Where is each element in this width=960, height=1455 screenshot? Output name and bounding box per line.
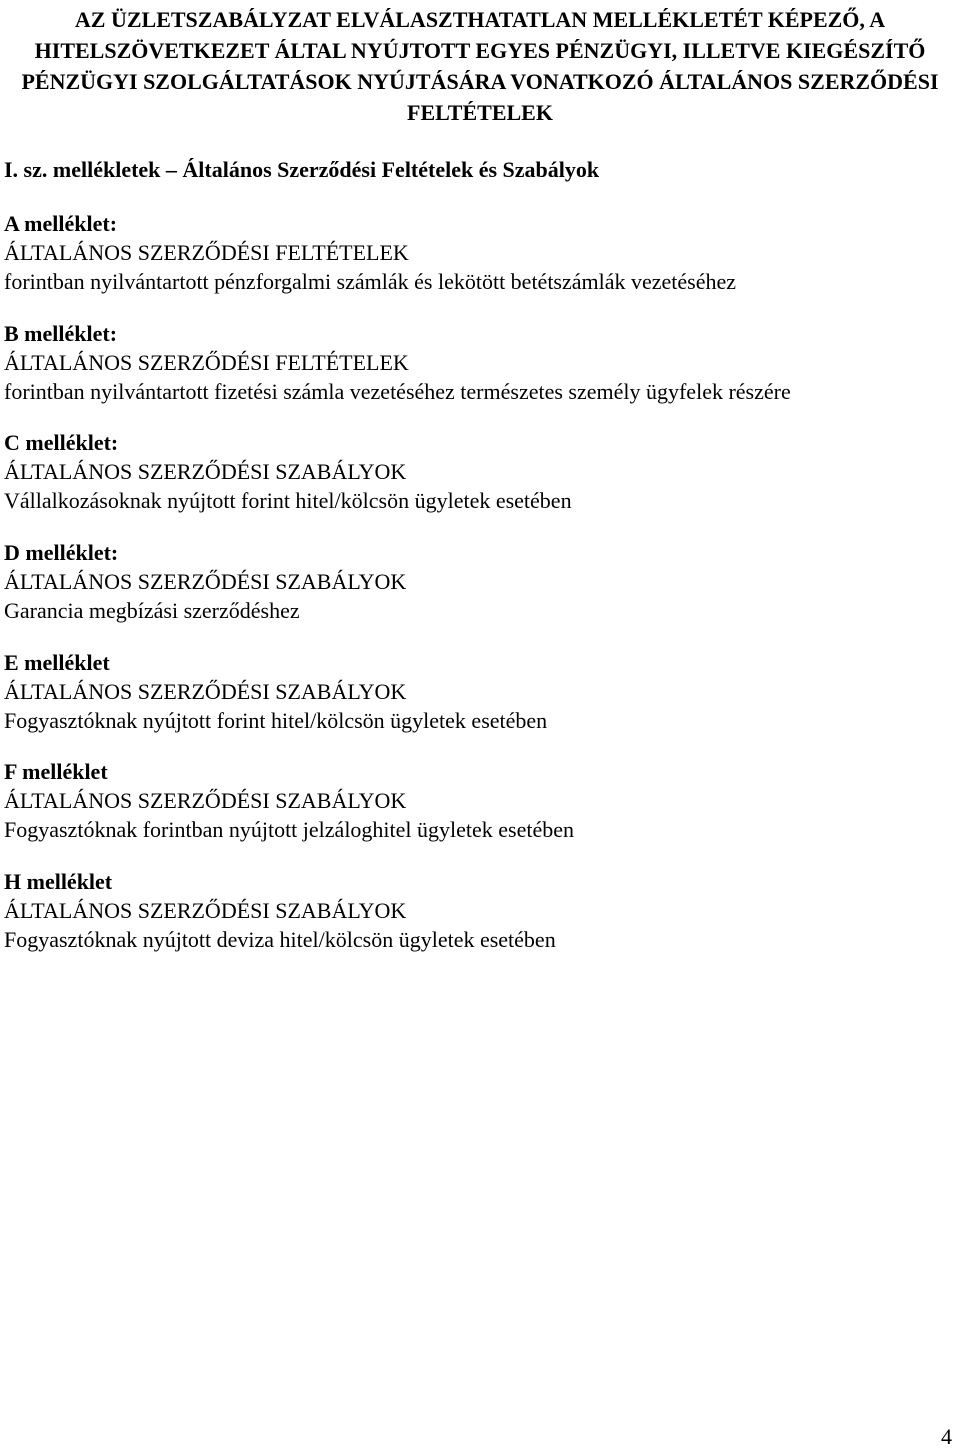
annex-type: ÁLTALÁNOS SZERZŐDÉSI FELTÉTELEK bbox=[4, 350, 409, 375]
annex-description: forintban nyilvántartott fizetési számla vezetéséhez természetes személy ügyfelek részére bbox=[4, 379, 791, 404]
annex-description: Vállalkozásoknak nyújtott forint hitel/kölcsön ügyletek esetében bbox=[4, 488, 572, 513]
annex-label: B melléklet: bbox=[4, 321, 118, 346]
annex-a bbox=[4, 209, 954, 296]
annex-e bbox=[4, 648, 954, 735]
annex-b bbox=[4, 319, 954, 406]
annex-type: ÁLTALÁNOS SZERZŐDÉSI SZABÁLYOK bbox=[4, 569, 407, 594]
document-title bbox=[8, 4, 952, 128]
title-line-3: PÉNZÜGYI SZOLGÁLTATÁSOK NYÚJTÁSÁRA VONATKOZÓ ÁLTALÁNOS SZERZŐDÉSI bbox=[21, 69, 939, 94]
annex-type: ÁLTALÁNOS SZERZŐDÉSI SZABÁLYOK bbox=[4, 679, 407, 704]
annex-type: ÁLTALÁNOS SZERZŐDÉSI FELTÉTELEK bbox=[4, 240, 409, 265]
annex-description: Fogyasztóknak nyújtott deviza hitel/kölcsön ügyletek esetében bbox=[4, 927, 556, 952]
annex-label: E melléklet bbox=[4, 650, 110, 675]
annex-label: D melléklet: bbox=[4, 540, 119, 565]
annex-label: F melléklet bbox=[4, 759, 108, 784]
page-number: 4 bbox=[941, 1424, 952, 1449]
annex-description: forintban nyilvántartott pénzforgalmi számlák és lekötött betétszámlák vezetéséhez bbox=[4, 269, 737, 294]
title-line-4: FELTÉTELEK bbox=[407, 100, 553, 125]
annex-description: Fogyasztóknak forintban nyújtott jelzáloghitel ügyletek esetében bbox=[4, 817, 575, 842]
annex-label: C melléklet: bbox=[4, 430, 119, 455]
section-heading: I. sz. mellékletek – Általános Szerződési Feltételek és Szabályok bbox=[4, 157, 600, 182]
title-line-2: HITELSZÖVETKEZET ÁLTAL NYÚJTOTT EGYES PÉNZÜGYI, ILLETVE KIEGÉSZÍTŐ bbox=[34, 38, 926, 63]
annex-label: A melléklet: bbox=[4, 211, 118, 236]
annex-type: ÁLTALÁNOS SZERZŐDÉSI SZABÁLYOK bbox=[4, 788, 407, 813]
annex-label: H melléklet bbox=[4, 869, 113, 894]
annex-description: Fogyasztóknak nyújtott forint hitel/kölcsön ügyletek esetében bbox=[4, 708, 548, 733]
annex-type: ÁLTALÁNOS SZERZŐDÉSI SZABÁLYOK bbox=[4, 898, 407, 923]
annex-h bbox=[4, 867, 954, 954]
annex-d bbox=[4, 538, 954, 625]
annex-description: Garancia megbízási szerződéshez bbox=[4, 598, 300, 623]
title-line-1: AZ ÜZLETSZABÁLYZAT ELVÁLASZTHATATLAN MELLÉKLETÉT KÉPEZŐ, A bbox=[74, 7, 886, 32]
annex-c bbox=[4, 428, 954, 515]
annex-f bbox=[4, 757, 954, 844]
annex-type: ÁLTALÁNOS SZERZŐDÉSI SZABÁLYOK bbox=[4, 459, 407, 484]
